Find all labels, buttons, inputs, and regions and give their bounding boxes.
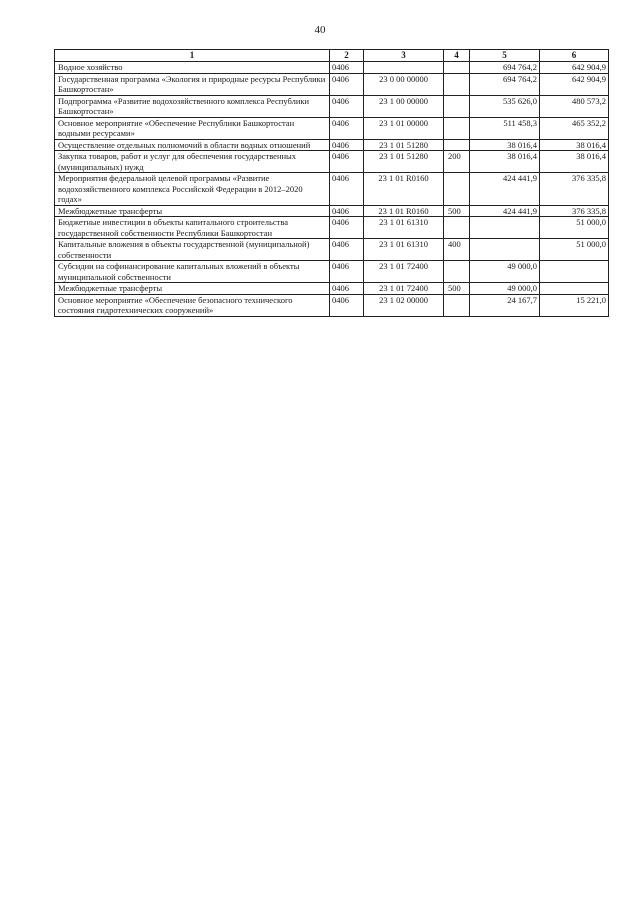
table-row xyxy=(55,117,609,139)
cell-amount-col6: 642 904,9 xyxy=(540,62,609,74)
cell-target-article: 23 1 01 R0160 xyxy=(364,173,444,206)
cell-amount-col5 xyxy=(470,239,540,261)
budget-table xyxy=(54,49,609,317)
cell-amount-col6: 15 221,0 xyxy=(540,294,609,316)
table-row xyxy=(55,73,609,95)
cell-section-code: 0406 xyxy=(330,205,364,217)
cell-target-article: 23 1 01 51280 xyxy=(364,151,444,173)
cell-target-article: 23 1 01 R0160 xyxy=(364,205,444,217)
cell-name: Субсидии на софинансирование капитальных вложений в объекты муниципальной собственности xyxy=(55,261,330,283)
cell-section-code: 0406 xyxy=(330,73,364,95)
cell-expense-type xyxy=(444,173,470,206)
cell-target-article: 23 1 01 72400 xyxy=(364,283,444,295)
cell-name: Закупка товаров, работ и услуг для обеспечения государственных (муниципальных) нужд xyxy=(55,151,330,173)
header-col-3: 3 xyxy=(364,50,444,62)
cell-expense-type xyxy=(444,95,470,117)
cell-target-article: 23 1 02 00000 xyxy=(364,294,444,316)
cell-name: Государственная программа «Экология и природные ресурсы Республики Башкортостан» xyxy=(55,73,330,95)
cell-amount-col5: 38 016,4 xyxy=(470,151,540,173)
cell-section-code: 0406 xyxy=(330,283,364,295)
header-col-6: 6 xyxy=(540,50,609,62)
cell-expense-type: 400 xyxy=(444,239,470,261)
table-row xyxy=(55,294,609,316)
cell-amount-col5: 38 016,4 xyxy=(470,139,540,151)
table-row xyxy=(55,95,609,117)
cell-amount-col5: 424 441,9 xyxy=(470,173,540,206)
table-row xyxy=(55,205,609,217)
cell-amount-col5 xyxy=(470,217,540,239)
cell-amount-col5: 49 000,0 xyxy=(470,283,540,295)
header-col-4: 4 xyxy=(444,50,470,62)
cell-section-code: 0406 xyxy=(330,151,364,173)
cell-amount-col6: 642 904,9 xyxy=(540,73,609,95)
page-number: 40 xyxy=(314,24,326,36)
cell-name: Водное хозяйство xyxy=(55,62,330,74)
table-row xyxy=(55,151,609,173)
cell-target-article: 23 1 01 72400 xyxy=(364,261,444,283)
cell-amount-col5: 424 441,9 xyxy=(470,205,540,217)
table-row xyxy=(55,239,609,261)
cell-amount-col6: 376 335,8 xyxy=(540,205,609,217)
table-row xyxy=(55,62,609,74)
cell-target-article: 23 1 01 61310 xyxy=(364,217,444,239)
cell-amount-col6: 38 016,4 xyxy=(540,139,609,151)
cell-name: Основное мероприятие «Обеспечение безопасного технического состояния гидротехнических сооружений» xyxy=(55,294,330,316)
cell-section-code: 0406 xyxy=(330,173,364,206)
cell-target-article xyxy=(364,62,444,74)
cell-amount-col5: 49 000,0 xyxy=(470,261,540,283)
cell-section-code: 0406 xyxy=(330,217,364,239)
cell-amount-col5: 511 458,3 xyxy=(470,117,540,139)
cell-target-article: 23 1 01 61310 xyxy=(364,239,444,261)
cell-section-code: 0406 xyxy=(330,261,364,283)
cell-expense-type xyxy=(444,139,470,151)
cell-expense-type xyxy=(444,62,470,74)
cell-name: Межбюджетные трансферты xyxy=(55,205,330,217)
cell-expense-type xyxy=(444,261,470,283)
cell-amount-col6: 465 352,2 xyxy=(540,117,609,139)
cell-amount-col6: 51 000,0 xyxy=(540,217,609,239)
cell-expense-type xyxy=(444,294,470,316)
table-row xyxy=(55,283,609,295)
cell-section-code: 0406 xyxy=(330,139,364,151)
cell-expense-type xyxy=(444,73,470,95)
cell-section-code: 0406 xyxy=(330,95,364,117)
cell-name: Межбюджетные трансферты xyxy=(55,283,330,295)
cell-name: Подпрограмма «Развитие водохозяйственного комплекса Республики Башкортостан» xyxy=(55,95,330,117)
cell-section-code: 0406 xyxy=(330,117,364,139)
cell-target-article: 23 1 01 51280 xyxy=(364,139,444,151)
cell-amount-col5: 694 764,2 xyxy=(470,73,540,95)
cell-name: Осуществление отдельных полномочий в области водных отношений xyxy=(55,139,330,151)
cell-section-code: 0406 xyxy=(330,239,364,261)
cell-expense-type: 500 xyxy=(444,283,470,295)
cell-expense-type xyxy=(444,117,470,139)
cell-section-code: 0406 xyxy=(330,294,364,316)
cell-expense-type xyxy=(444,217,470,239)
header-col-2: 2 xyxy=(330,50,364,62)
cell-amount-col6: 51 000,0 xyxy=(540,239,609,261)
cell-amount-col5: 535 626,0 xyxy=(470,95,540,117)
cell-expense-type: 500 xyxy=(444,205,470,217)
header-col-5: 5 xyxy=(470,50,540,62)
cell-amount-col6: 480 573,2 xyxy=(540,95,609,117)
cell-amount-col5: 24 167,7 xyxy=(470,294,540,316)
table-header-row xyxy=(55,50,609,62)
cell-target-article: 23 1 01 00000 xyxy=(364,117,444,139)
table-row xyxy=(55,217,609,239)
table-row xyxy=(55,139,609,151)
table-row xyxy=(55,261,609,283)
table-body xyxy=(55,62,609,317)
cell-amount-col5: 694 764,2 xyxy=(470,62,540,74)
cell-name: Мероприятия федеральной целевой программы «Развитие водохозяйственного комплекса Российской Федерации в 2012–2020 годах» xyxy=(55,173,330,206)
cell-section-code: 0406 xyxy=(330,62,364,74)
cell-name: Бюджетные инвестиции в объекты капитального строительства государственной собственности Республики Башкортостан xyxy=(55,217,330,239)
table-row xyxy=(55,173,609,206)
cell-amount-col6: 376 335,8 xyxy=(540,173,609,206)
cell-target-article: 23 0 00 00000 xyxy=(364,73,444,95)
header-col-1: 1 xyxy=(55,50,330,62)
cell-amount-col6 xyxy=(540,261,609,283)
cell-name: Капитальные вложения в объекты государственной (муниципальной) собственности xyxy=(55,239,330,261)
cell-name: Основное мероприятие «Обеспечение Республики Башкортостан водными ресурсами» xyxy=(55,117,330,139)
cell-amount-col6 xyxy=(540,283,609,295)
cell-amount-col6: 38 016,4 xyxy=(540,151,609,173)
cell-target-article: 23 1 00 00000 xyxy=(364,95,444,117)
cell-expense-type: 200 xyxy=(444,151,470,173)
